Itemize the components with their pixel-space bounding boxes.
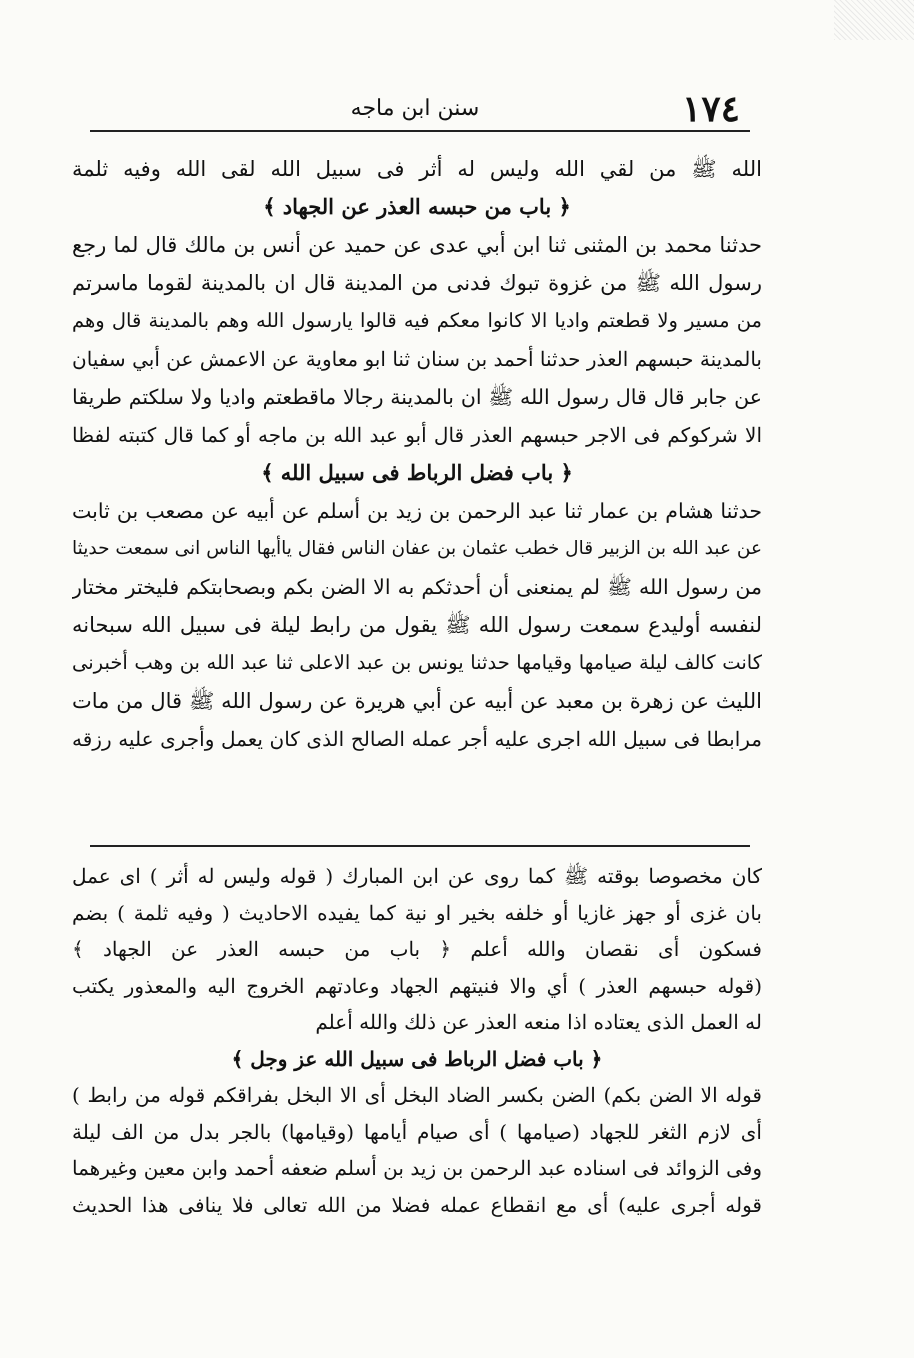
commentary-line: وفى الزوائد فى اسناده عبد الرحمن بن زيد بن أسلم ضعفه أحمد وابن معين وغيرهما <box>72 1156 762 1180</box>
scan-noise <box>834 0 914 40</box>
main-line: حدثنا هشام بن عمار ثنا عبد الرحمن بن زيد بن أسلم عن أبيه عن مصعب بن ثابت <box>72 499 762 523</box>
commentary-heading: ﴿ باب فضل الرباط فى سبيل الله عز وجل ﴾ <box>231 1046 603 1071</box>
commentary-text <box>72 858 762 1223</box>
main-text <box>72 150 762 758</box>
main-line: رسول الله ﷺ من غزوة تبوك فدنى من المدينة قال ان بالمدينة لقوما ماسرتم <box>72 271 762 295</box>
main-line: عن جابر قال قال رسول الله ﷺ ان بالمدينة رجالا ماقطعتم واديا ولا سلكتم طريقا <box>72 385 762 409</box>
main-line: من مسير ولا قطعتم واديا الا كانوا معكم فيه قالوا يارسول الله وهم بالمدينة قال وهم <box>72 309 762 332</box>
commentary-rule <box>90 845 750 847</box>
main-line: عن عبد الله بن الزبير قال خطب عثمان بن عفان الناس فقال ياأيها الناس انى سمعت حديثا <box>72 538 762 559</box>
main-line: من رسول الله ﷺ لم يمنعنى أن أحدثكم به الا الضن بكم وبصحابتكم فليختر مختار <box>72 575 762 599</box>
commentary-line: قوله أجرى عليه) أى مع انقطاع عمله فضلا من الله تعالى فلا ينافى هذا الحديث <box>72 1192 762 1217</box>
commentary-line: (قوله حبسهم العذر ) أي والا فنيتهم الجهاد وعادتهم الخروج اليه والمعذور يكتب <box>72 973 762 998</box>
main-line: كانت كالف ليلة صيامها وقيامها حدثنا يونس بن عبد الاعلى ثنا عبد الله بن وهب أخبرنى <box>72 651 762 674</box>
header-rule <box>90 130 750 132</box>
page-number: ١٧٤ <box>681 88 740 130</box>
book-title: سنن ابن ماجه <box>350 96 480 121</box>
commentary-line: قوله الا الضن بكم) الضن بكسر الضاد البخل أى الا البخل بفراقكم قوله من رابط ) <box>72 1083 762 1107</box>
main-line: لنفسه أوليدع سمعت رسول الله ﷺ يقول من رابط ليلة فى سبيل الله سبحانه <box>72 613 762 637</box>
commentary-line: أى لازم الثغر للجهاد (صيامها ) أى صيام أيامها (وقيامها) بالجر بدل من الف ليلة <box>72 1119 762 1144</box>
main-line: بالمدينة حبسهم العذر حدثنا أحمد بن سنان ثنا ابو معاوية عن الاعمش عن أبي سفيان <box>72 347 762 371</box>
main-line: حدثنا محمد بن المثنى ثنا ابن أبي عدى عن حميد عن أنس بن مالك قال لما رجع <box>72 233 762 257</box>
commentary-line: كان مخصوصا بوقته ﷺ كما روى عن ابن المبارك ( قوله وليس له أثر ) اى عمل <box>72 864 762 888</box>
main-line: الا شركوكم فى الاجر حبسهم العذر قال أبو عبد الله بن ماجه أو كما قال كتبته لفظا <box>72 423 762 447</box>
commentary-line: فسكون أى نقصان والله أعلم ﴿ باب من حبسه العذر عن الجهاد ﴾ <box>72 937 762 961</box>
commentary-line: بان غزى أو جهز غازيا أو خلفه بخير او نية كما يفيده الاحاديث ( وفيه ثلمة ) بضم <box>72 900 762 925</box>
chapter-heading: ﴿ باب من حبسه العذر عن الجهاد ﴾ <box>263 194 571 219</box>
chapter-heading: ﴿ باب فضل الرباط فى سبيل الله ﴾ <box>261 460 573 485</box>
main-line: الليث عن زهرة بن معبد عن أبيه عن أبي هريرة عن رسول الله ﷺ قال من مات <box>72 689 762 713</box>
page-header <box>90 88 740 128</box>
commentary-line: له العمل الذى يعتاده اذا منعه العذر عن ذلك والله أعلم <box>315 1010 762 1034</box>
main-line: الله ﷺ من لقي الله وليس له أثر فى سبيل الله لقى الله وفيه ثلمة <box>72 157 762 181</box>
main-line: مرابطا فى سبيل الله اجرى عليه أجر عمله الصالح الذى كان يعمل وأجرى عليه رزقه <box>72 727 762 751</box>
